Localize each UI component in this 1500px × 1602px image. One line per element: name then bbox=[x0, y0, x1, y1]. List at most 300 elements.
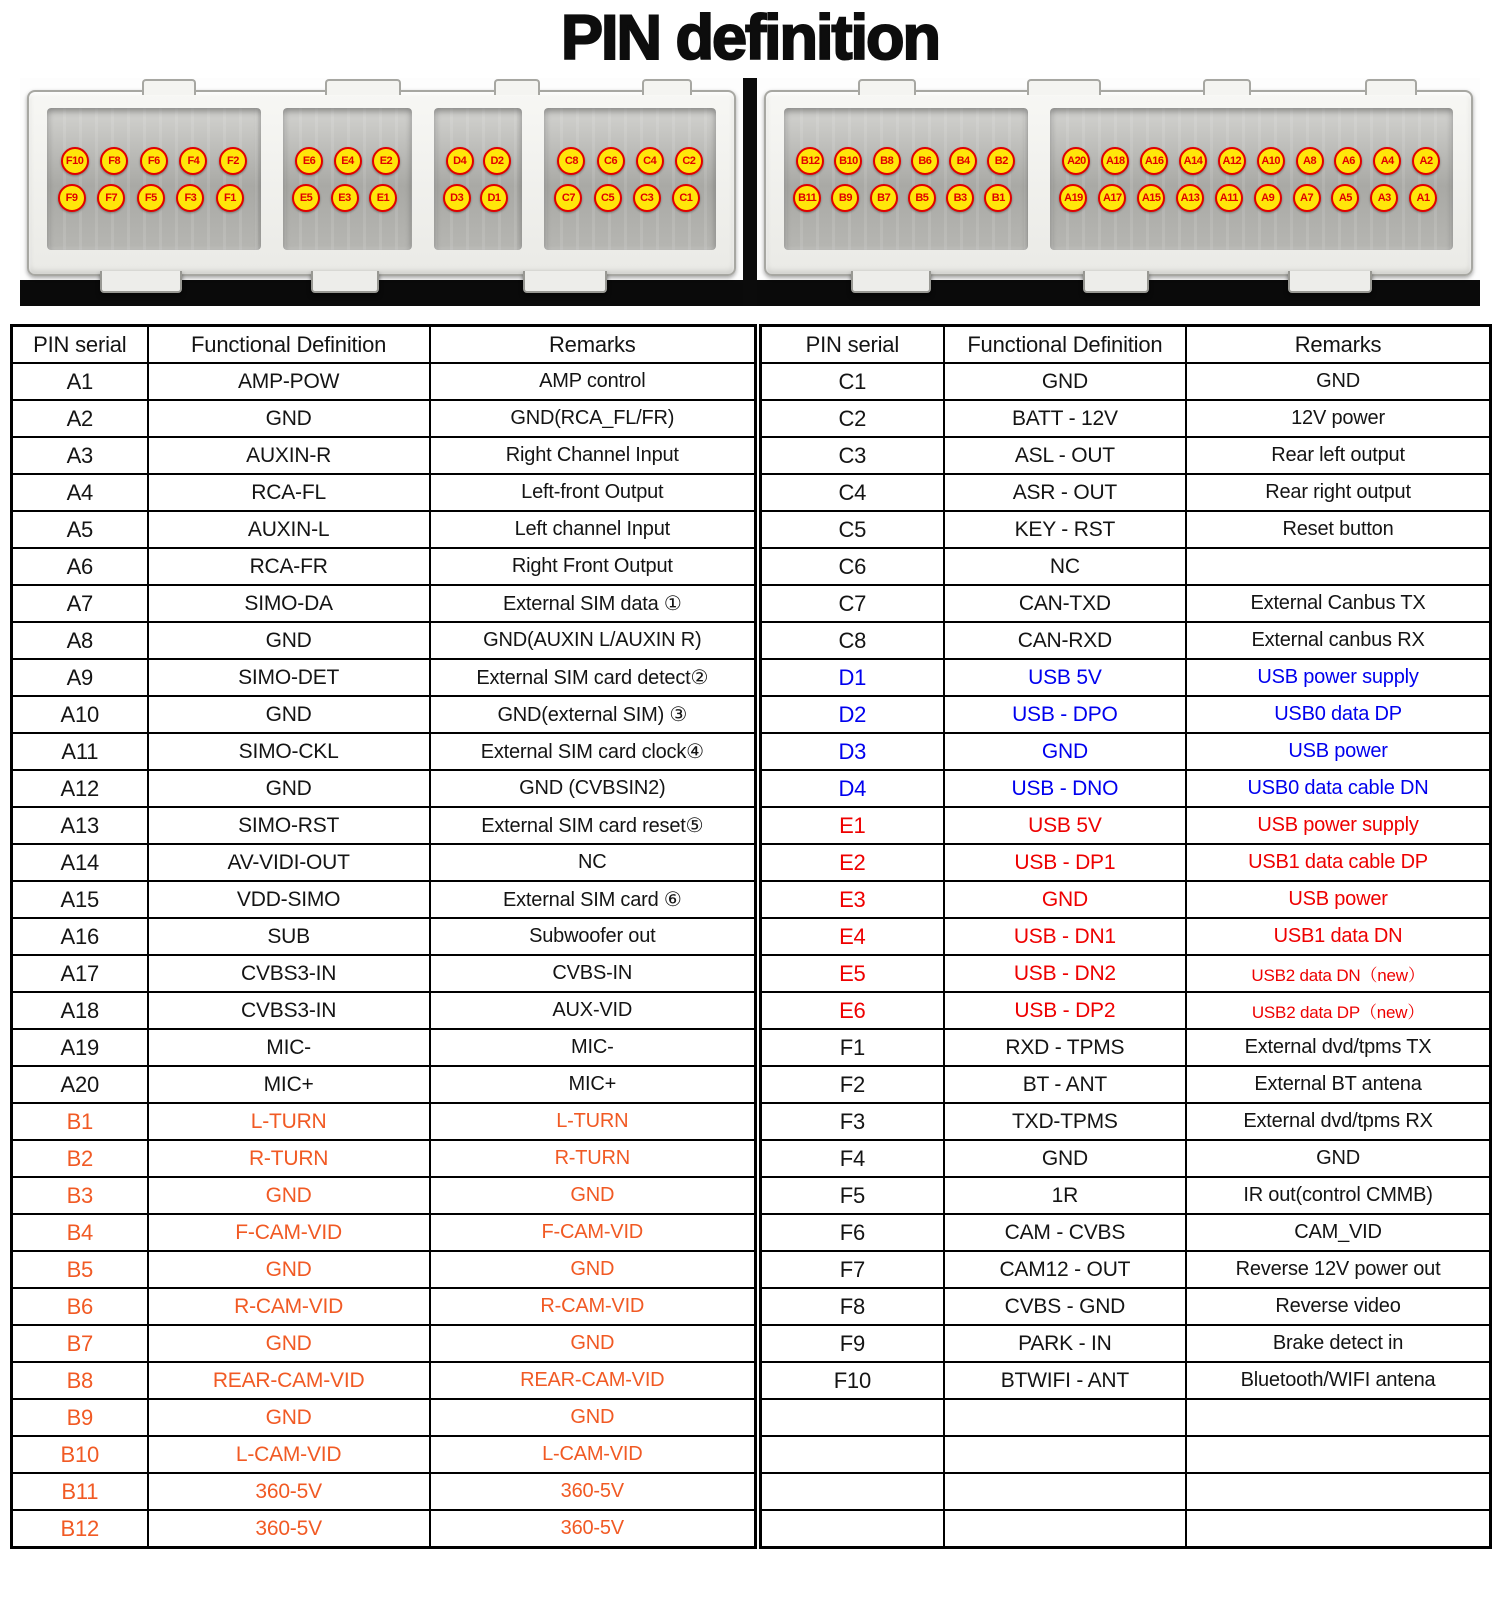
table-row bbox=[12, 1066, 756, 1103]
pin-B4: B4 bbox=[949, 147, 977, 175]
table-cell: External Canbus TX bbox=[1186, 585, 1490, 622]
table-cell: Reverse 12V power out bbox=[1186, 1251, 1490, 1288]
pin-row bbox=[1049, 184, 1448, 212]
table-cell: B6 bbox=[12, 1288, 148, 1325]
pin-F7: F7 bbox=[97, 184, 125, 212]
table-cell: MIC- bbox=[148, 1029, 430, 1066]
table-row bbox=[760, 770, 1490, 807]
table-cell: CAN-TXD bbox=[944, 585, 1186, 622]
pin-D4: D4 bbox=[446, 147, 474, 175]
table-cell: TXD-TPMS bbox=[944, 1103, 1186, 1140]
table-cell bbox=[760, 1473, 943, 1510]
pin-E3: E3 bbox=[331, 184, 359, 212]
table-cell bbox=[760, 1436, 943, 1473]
table-row bbox=[760, 733, 1490, 770]
table-cell: GND bbox=[148, 1251, 430, 1288]
connector-tab bbox=[1027, 79, 1101, 95]
table-row bbox=[12, 1103, 756, 1140]
table-row bbox=[760, 548, 1490, 585]
table-row bbox=[760, 1362, 1490, 1399]
table-cell: C2 bbox=[760, 400, 943, 437]
pin-row bbox=[436, 147, 520, 175]
table-row bbox=[12, 807, 756, 844]
table-row bbox=[12, 1177, 756, 1214]
pin-row bbox=[783, 184, 1023, 212]
table-cell bbox=[944, 1510, 1186, 1548]
table-row bbox=[760, 363, 1490, 400]
pin-row bbox=[433, 184, 517, 212]
table-cell: L-TURN bbox=[148, 1103, 430, 1140]
table-row bbox=[760, 511, 1490, 548]
table-cell: SIMO-CKL bbox=[148, 733, 430, 770]
table-cell: Left channel Input bbox=[430, 511, 756, 548]
column-header: Remarks bbox=[430, 326, 756, 364]
table-cell: C1 bbox=[760, 363, 943, 400]
table-cell: GND bbox=[430, 1325, 756, 1362]
connector-recess-left bbox=[47, 108, 716, 250]
connector-body-left bbox=[27, 90, 736, 276]
table-cell: L-CAM-VID bbox=[430, 1436, 756, 1473]
table-row bbox=[760, 1140, 1490, 1177]
table-cell bbox=[944, 1436, 1186, 1473]
connector-tab bbox=[858, 79, 916, 95]
pin-B11: B11 bbox=[793, 184, 821, 212]
table-row bbox=[12, 1029, 756, 1066]
table-row bbox=[760, 1066, 1490, 1103]
table-row bbox=[760, 1177, 1490, 1214]
table-cell: B3 bbox=[12, 1177, 148, 1214]
table-cell: NC bbox=[944, 548, 1186, 585]
table-cell: Reverse video bbox=[1186, 1288, 1490, 1325]
table-cell: External SIM data ① bbox=[430, 585, 756, 622]
table-cell: F2 bbox=[760, 1066, 943, 1103]
pin-row bbox=[543, 184, 711, 212]
table-cell: E2 bbox=[760, 844, 943, 881]
table-cell: Right Channel Input bbox=[430, 437, 756, 474]
table-cell: A18 bbox=[12, 992, 148, 1029]
table-cell: CAM_VID bbox=[1186, 1214, 1490, 1251]
table-cell: F-CAM-VID bbox=[148, 1214, 430, 1251]
table-row bbox=[12, 733, 756, 770]
table-row bbox=[12, 1214, 756, 1251]
table-cell: SIMO-RST bbox=[148, 807, 430, 844]
table-row bbox=[12, 1473, 756, 1510]
table-cell: B2 bbox=[12, 1140, 148, 1177]
table-cell: VDD-SIMO bbox=[148, 881, 430, 918]
table-cell: GND bbox=[148, 1325, 430, 1362]
pin-E1: E1 bbox=[369, 184, 397, 212]
table-cell: GND bbox=[430, 1251, 756, 1288]
table-cell: A2 bbox=[12, 400, 148, 437]
table-cell: D4 bbox=[760, 770, 943, 807]
table-cell: Rear left output bbox=[1186, 437, 1490, 474]
table-header-row bbox=[760, 326, 1490, 364]
connector-section-A bbox=[1050, 108, 1453, 250]
table-cell: MIC+ bbox=[148, 1066, 430, 1103]
table-cell: BATT - 12V bbox=[944, 400, 1186, 437]
pin-C8: C8 bbox=[557, 147, 585, 175]
table-row bbox=[12, 437, 756, 474]
table-row bbox=[760, 881, 1490, 918]
table-row bbox=[12, 400, 756, 437]
pin-row bbox=[786, 147, 1026, 175]
table-row bbox=[12, 659, 756, 696]
column-header: Remarks bbox=[1186, 326, 1490, 364]
pin-F10: F10 bbox=[61, 147, 89, 175]
table-cell: B4 bbox=[12, 1214, 148, 1251]
connector-body-right bbox=[764, 90, 1473, 276]
table-cell: F9 bbox=[760, 1325, 943, 1362]
connector-photo-left bbox=[20, 78, 743, 306]
table-cell: RCA-FR bbox=[148, 548, 430, 585]
table-cell: USB power supply bbox=[1186, 807, 1490, 844]
pin-row bbox=[49, 147, 259, 175]
table-row bbox=[760, 1473, 1490, 1510]
pin-row bbox=[1052, 147, 1451, 175]
table-cell: BTWIFI - ANT bbox=[944, 1362, 1186, 1399]
pin-A8: A8 bbox=[1296, 147, 1324, 175]
table-cell: B1 bbox=[12, 1103, 148, 1140]
pin-table-left bbox=[10, 324, 757, 1549]
pin-F2: F2 bbox=[219, 147, 247, 175]
table-cell: 360-5V bbox=[148, 1473, 430, 1510]
table-cell: F-CAM-VID bbox=[430, 1214, 756, 1251]
pin-A9: A9 bbox=[1254, 184, 1282, 212]
table-cell: B12 bbox=[12, 1510, 148, 1548]
table-cell: A11 bbox=[12, 733, 148, 770]
table-cell: Rear right output bbox=[1186, 474, 1490, 511]
pin-A16: A16 bbox=[1140, 147, 1168, 175]
table-cell: AMP control bbox=[430, 363, 756, 400]
table-cell: 1R bbox=[944, 1177, 1186, 1214]
connector-recess-right bbox=[784, 108, 1453, 250]
table-row bbox=[12, 585, 756, 622]
table-cell: SIMO-DA bbox=[148, 585, 430, 622]
column-header: PIN serial bbox=[760, 326, 943, 364]
pin-tables bbox=[10, 324, 1492, 1549]
pin-F4: F4 bbox=[179, 147, 207, 175]
table-cell: USB2 data DP（new） bbox=[1186, 992, 1490, 1029]
table-cell: External SIM card clock④ bbox=[430, 733, 756, 770]
table-cell: USB1 data cable DP bbox=[1186, 844, 1490, 881]
table-row bbox=[12, 1325, 756, 1362]
table-cell bbox=[1186, 1399, 1490, 1436]
table-row bbox=[760, 1399, 1490, 1436]
table-cell: A8 bbox=[12, 622, 148, 659]
table-cell: R-CAM-VID bbox=[430, 1288, 756, 1325]
table-cell: GND bbox=[1186, 1140, 1490, 1177]
table-cell: USB - DP2 bbox=[944, 992, 1186, 1029]
table-cell: D3 bbox=[760, 733, 943, 770]
pin-C2: C2 bbox=[675, 147, 703, 175]
table-cell: USB power bbox=[1186, 733, 1490, 770]
pin-A6: A6 bbox=[1334, 147, 1362, 175]
table-row bbox=[760, 659, 1490, 696]
pin-row bbox=[546, 147, 714, 175]
table-cell: F4 bbox=[760, 1140, 943, 1177]
connector-tab bbox=[1083, 271, 1149, 293]
table-cell bbox=[1186, 1473, 1490, 1510]
connector-tab bbox=[1203, 79, 1251, 95]
table-cell: A5 bbox=[12, 511, 148, 548]
table-cell: GND (CVBSIN2) bbox=[430, 770, 756, 807]
table-cell: A15 bbox=[12, 881, 148, 918]
table-row bbox=[760, 622, 1490, 659]
pin-F9: F9 bbox=[58, 184, 86, 212]
table-cell: REAR-CAM-VID bbox=[430, 1362, 756, 1399]
table-row bbox=[12, 548, 756, 585]
pin-A5: A5 bbox=[1331, 184, 1359, 212]
pin-table-right bbox=[759, 324, 1492, 1549]
table-cell: 12V power bbox=[1186, 400, 1490, 437]
table-cell: A13 bbox=[12, 807, 148, 844]
table-cell: GND bbox=[944, 1140, 1186, 1177]
table-cell: E4 bbox=[760, 918, 943, 955]
table-cell: 360-5V bbox=[430, 1510, 756, 1548]
table-cell: IR out(control CMMB) bbox=[1186, 1177, 1490, 1214]
table-row bbox=[12, 1251, 756, 1288]
table-cell: USB - DPO bbox=[944, 696, 1186, 733]
table-cell: GND(external SIM) ③ bbox=[430, 696, 756, 733]
table-cell: RCA-FL bbox=[148, 474, 430, 511]
table-cell: A10 bbox=[12, 696, 148, 733]
table-row bbox=[760, 1029, 1490, 1066]
table-cell: KEY - RST bbox=[944, 511, 1186, 548]
table-cell: CVBS3-IN bbox=[148, 992, 430, 1029]
table-cell: USB - DN1 bbox=[944, 918, 1186, 955]
table-cell: D2 bbox=[760, 696, 943, 733]
table-row bbox=[12, 474, 756, 511]
pin-E6: E6 bbox=[295, 147, 323, 175]
pin-E4: E4 bbox=[334, 147, 362, 175]
table-cell: F1 bbox=[760, 1029, 943, 1066]
pin-B10: B10 bbox=[834, 147, 862, 175]
table-row bbox=[760, 437, 1490, 474]
table-cell: External SIM card detect② bbox=[430, 659, 756, 696]
table-cell: Left-front Output bbox=[430, 474, 756, 511]
table-cell: 360-5V bbox=[148, 1510, 430, 1548]
pin-A17: A17 bbox=[1098, 184, 1126, 212]
table-row bbox=[760, 696, 1490, 733]
table-row bbox=[12, 992, 756, 1029]
table-cell: B11 bbox=[12, 1473, 148, 1510]
table-cell: E5 bbox=[760, 955, 943, 992]
pin-B2: B2 bbox=[987, 147, 1015, 175]
table-cell: AUXIN-R bbox=[148, 437, 430, 474]
pin-E2: E2 bbox=[372, 147, 400, 175]
pin-A15: A15 bbox=[1137, 184, 1165, 212]
table-row bbox=[760, 474, 1490, 511]
pin-C5: C5 bbox=[594, 184, 622, 212]
table-row bbox=[760, 807, 1490, 844]
table-cell: USB 5V bbox=[944, 807, 1186, 844]
table-row bbox=[12, 1510, 756, 1548]
table-cell: USB - DN2 bbox=[944, 955, 1186, 992]
pin-A13: A13 bbox=[1176, 184, 1204, 212]
connector-photos bbox=[20, 78, 1480, 306]
table-cell: GND bbox=[148, 622, 430, 659]
table-cell: RXD - TPMS bbox=[944, 1029, 1186, 1066]
table-cell: SIMO-DET bbox=[148, 659, 430, 696]
pin-C4: C4 bbox=[636, 147, 664, 175]
table-cell: B9 bbox=[12, 1399, 148, 1436]
table-cell: B8 bbox=[12, 1362, 148, 1399]
table-cell: 360-5V bbox=[430, 1473, 756, 1510]
table-cell: C7 bbox=[760, 585, 943, 622]
connector-section-E bbox=[283, 108, 413, 250]
table-cell: GND(AUXIN L/AUXIN R) bbox=[430, 622, 756, 659]
table-cell: R-TURN bbox=[430, 1140, 756, 1177]
connector-tab bbox=[1288, 271, 1372, 293]
table-cell: F8 bbox=[760, 1288, 943, 1325]
connector-section-D bbox=[434, 108, 522, 250]
connector-tab bbox=[311, 271, 379, 293]
table-cell: R-TURN bbox=[148, 1140, 430, 1177]
table-cell: PARK - IN bbox=[944, 1325, 1186, 1362]
table-cell: F5 bbox=[760, 1177, 943, 1214]
pin-F8: F8 bbox=[100, 147, 128, 175]
pin-C1: C1 bbox=[672, 184, 700, 212]
connector-tab bbox=[851, 271, 931, 293]
table-cell: USB0 data cable DN bbox=[1186, 770, 1490, 807]
table-cell: ASR - OUT bbox=[944, 474, 1186, 511]
table-cell bbox=[760, 1399, 943, 1436]
pin-A2: A2 bbox=[1412, 147, 1440, 175]
table-row bbox=[12, 844, 756, 881]
table-cell: GND bbox=[148, 1177, 430, 1214]
table-cell: NC bbox=[430, 844, 756, 881]
table-cell: E3 bbox=[760, 881, 943, 918]
table-row bbox=[760, 992, 1490, 1029]
table-row bbox=[760, 1103, 1490, 1140]
pin-C7: C7 bbox=[554, 184, 582, 212]
table-cell: A4 bbox=[12, 474, 148, 511]
table-cell: USB power supply bbox=[1186, 659, 1490, 696]
table-cell: External canbus RX bbox=[1186, 622, 1490, 659]
table-cell: SUB bbox=[148, 918, 430, 955]
table-cell: GND bbox=[148, 696, 430, 733]
pin-F6: F6 bbox=[140, 147, 168, 175]
table-cell bbox=[1186, 548, 1490, 585]
pin-B12: B12 bbox=[796, 147, 824, 175]
table-cell: GND bbox=[944, 733, 1186, 770]
table-cell: A1 bbox=[12, 363, 148, 400]
table-row bbox=[12, 1436, 756, 1473]
table-cell: External BT antena bbox=[1186, 1066, 1490, 1103]
pin-F5: F5 bbox=[137, 184, 165, 212]
table-row bbox=[760, 844, 1490, 881]
table-row bbox=[760, 918, 1490, 955]
pin-A19: A19 bbox=[1059, 184, 1087, 212]
pin-B1: B1 bbox=[984, 184, 1012, 212]
table-cell: External dvd/tpms TX bbox=[1186, 1029, 1490, 1066]
pin-A20: A20 bbox=[1062, 147, 1090, 175]
table-cell: CVBS - GND bbox=[944, 1288, 1186, 1325]
table-cell: A7 bbox=[12, 585, 148, 622]
table-cell: C6 bbox=[760, 548, 943, 585]
table-cell: AMP-POW bbox=[148, 363, 430, 400]
table-row bbox=[12, 1399, 756, 1436]
connector-section-C bbox=[544, 108, 716, 250]
page-title: PIN definition bbox=[561, 3, 939, 73]
connector-tab bbox=[523, 271, 607, 293]
connector-tab bbox=[142, 79, 196, 95]
table-cell: GND bbox=[430, 1399, 756, 1436]
table-row bbox=[12, 955, 756, 992]
pin-B3: B3 bbox=[946, 184, 974, 212]
pin-B7: B7 bbox=[870, 184, 898, 212]
table-cell: F6 bbox=[760, 1214, 943, 1251]
table-cell: REAR-CAM-VID bbox=[148, 1362, 430, 1399]
table-cell: A3 bbox=[12, 437, 148, 474]
table-cell: GND bbox=[944, 363, 1186, 400]
table-cell: GND bbox=[148, 770, 430, 807]
table-row bbox=[760, 1251, 1490, 1288]
connector-tab bbox=[642, 79, 692, 95]
pin-B9: B9 bbox=[831, 184, 859, 212]
table-cell: A17 bbox=[12, 955, 148, 992]
table-cell: USB0 data DP bbox=[1186, 696, 1490, 733]
pin-D2: D2 bbox=[483, 147, 511, 175]
table-cell: B7 bbox=[12, 1325, 148, 1362]
table-cell: USB 5V bbox=[944, 659, 1186, 696]
table-cell: L-CAM-VID bbox=[148, 1436, 430, 1473]
connector-tab bbox=[1365, 79, 1417, 95]
pin-D3: D3 bbox=[443, 184, 471, 212]
table-cell: USB power bbox=[1186, 881, 1490, 918]
table-cell: External SIM card reset⑤ bbox=[430, 807, 756, 844]
table-cell: BT - ANT bbox=[944, 1066, 1186, 1103]
pin-F3: F3 bbox=[176, 184, 204, 212]
pin-A11: A11 bbox=[1215, 184, 1243, 212]
table-cell: L-TURN bbox=[430, 1103, 756, 1140]
table-cell: A16 bbox=[12, 918, 148, 955]
pin-A3: A3 bbox=[1370, 184, 1398, 212]
table-row bbox=[12, 918, 756, 955]
connector-photo-right bbox=[757, 78, 1480, 306]
table-row bbox=[760, 585, 1490, 622]
table-cell: Subwoofer out bbox=[430, 918, 756, 955]
pin-row bbox=[285, 147, 411, 175]
table-cell: C8 bbox=[760, 622, 943, 659]
column-header: Functional Definition bbox=[944, 326, 1186, 364]
table-cell: CAM12 - OUT bbox=[944, 1251, 1186, 1288]
table-cell: E1 bbox=[760, 807, 943, 844]
table-cell: F10 bbox=[760, 1362, 943, 1399]
table-row bbox=[12, 363, 756, 400]
table-cell: External SIM card ⑥ bbox=[430, 881, 756, 918]
table-cell bbox=[760, 1510, 943, 1548]
pin-A14: A14 bbox=[1179, 147, 1207, 175]
connector-section-B bbox=[784, 108, 1028, 250]
table-row bbox=[760, 1325, 1490, 1362]
connector-tab bbox=[100, 271, 182, 293]
pin-B8: B8 bbox=[873, 147, 901, 175]
table-cell: A14 bbox=[12, 844, 148, 881]
table-cell bbox=[944, 1473, 1186, 1510]
pin-B5: B5 bbox=[908, 184, 936, 212]
pin-A4: A4 bbox=[1373, 147, 1401, 175]
pin-B6: B6 bbox=[911, 147, 939, 175]
table-cell: E6 bbox=[760, 992, 943, 1029]
pin-row bbox=[282, 184, 408, 212]
column-header: PIN serial bbox=[12, 326, 148, 364]
table-row bbox=[760, 955, 1490, 992]
table-cell: GND(RCA_FL/FR) bbox=[430, 400, 756, 437]
pin-C6: C6 bbox=[597, 147, 625, 175]
table-cell: CAN-RXD bbox=[944, 622, 1186, 659]
table-cell: C5 bbox=[760, 511, 943, 548]
